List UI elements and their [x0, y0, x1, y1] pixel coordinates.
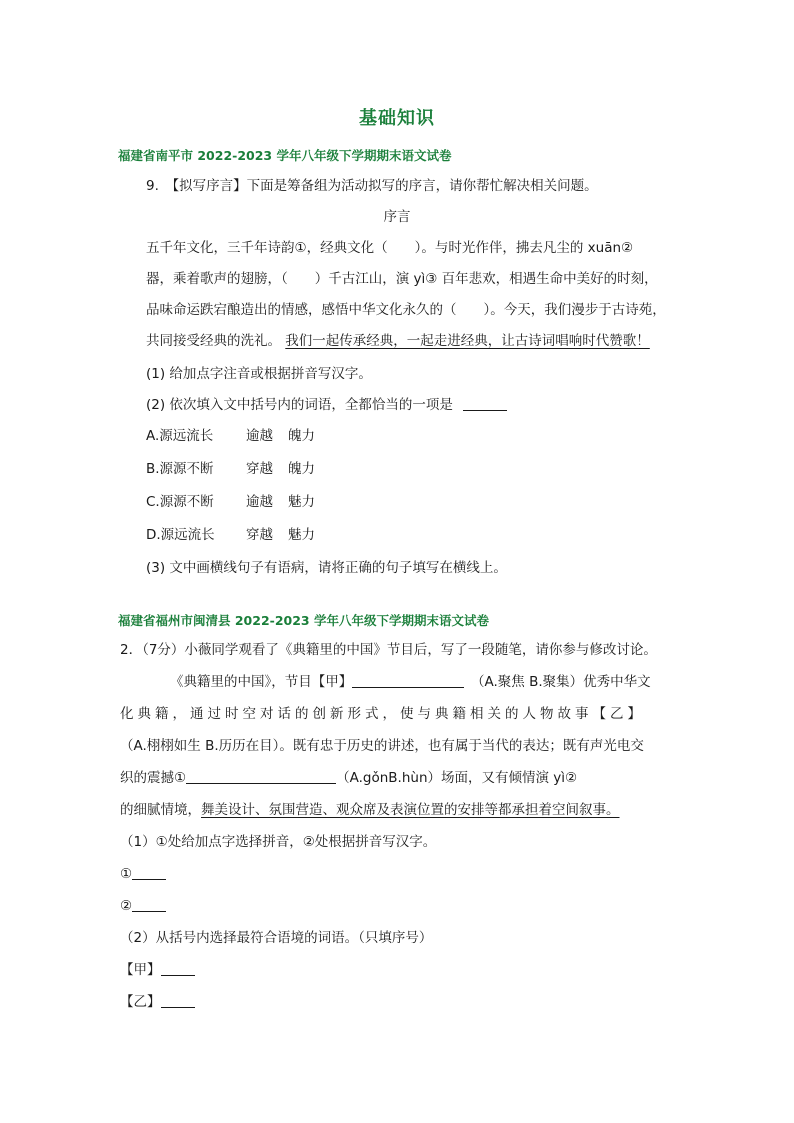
- answer-2-label: ②: [120, 898, 133, 914]
- q2-answer-jia: [120, 960, 195, 980]
- answer-1-blank[interactable]: [132, 865, 166, 880]
- question-2: 2．（7分）小薇同学观看了《典籍里的中国》节目后，写了一段随笔，请你参与修改讨论。: [120, 642, 657, 658]
- subquestion-3: (3) 文中画横线句子有语病，请将正确的句子填写在横线上。: [146, 560, 507, 576]
- q2-answer-yi: [120, 992, 195, 1012]
- essay-line-1a: 《典籍里的中国》，节目【甲】: [170, 674, 353, 690]
- option-c-word1: C.源源不断: [146, 494, 214, 510]
- subquestion-2: [146, 395, 507, 415]
- option-a-word1: A.源远流长: [146, 428, 214, 444]
- page-title: 基础知识: [359, 108, 435, 129]
- answer-jia-label: 【甲】: [120, 962, 161, 978]
- essay-line-1: [170, 672, 651, 692]
- preface-line-2: 器，乘着歌声的翅膀，（ ）千古江山，演 yì③ 百年悲欢，相遇生命中美好的时刻，: [146, 271, 658, 287]
- option-d: [146, 525, 315, 545]
- answer-yi-blank[interactable]: [161, 993, 195, 1008]
- preface-line-4: [146, 331, 650, 351]
- option-d-word1: D.源远流长: [146, 527, 215, 543]
- essay-line-5a: 的细腻情境，: [120, 802, 201, 818]
- option-b: [146, 459, 315, 479]
- essay-line-1b: （A.聚焦 B.聚集）优秀中华文: [477, 674, 651, 690]
- preface-plain: 共同接受经典的洗礼。: [146, 333, 281, 349]
- preface-faulty-sentence: 我们一起传承经典，一起走进经典，让古诗词唱响时代赞歌！: [285, 333, 650, 349]
- essay-line-4b: （A.gǒnB.hùn）场面，又有倾情演 yì②: [336, 770, 578, 786]
- preface-title: 序言: [383, 209, 411, 225]
- essay-line-5: [120, 800, 620, 820]
- source-heading-1: 福建省南平市 2022-2023 学年八年级下学期期末语文试卷: [118, 148, 452, 163]
- q2-subquestion-1: （1）①处给加点字选择拼音，②处根据拼音写汉字。: [120, 834, 437, 850]
- blank-1[interactable]: [186, 769, 336, 784]
- essay-line-2: 化典籍，通过时空对话的创新形式，使与典籍相关的人物故事【乙】: [120, 706, 645, 722]
- q2-subquestion-2: （2）从括号内选择最符合语境的词语。（只填序号）: [120, 930, 433, 946]
- answer-blank[interactable]: [463, 396, 507, 411]
- answer-1-label: ①: [120, 866, 133, 882]
- preface-line-1: 五千年文化，三千年诗韵①，经典文化（ ）。与时光作伴，拂去凡尘的 xuān②: [146, 240, 634, 256]
- answer-yi-label: 【乙】: [120, 994, 161, 1010]
- option-a: [146, 426, 315, 446]
- preface-line-3: 品味命运跌宕酿造出的情感，感悟中华文化永久的（ ）。今天，我们漫步于古诗苑，: [146, 302, 666, 318]
- option-b-word1: B.源源不断: [146, 461, 214, 477]
- blank-jia[interactable]: [352, 673, 464, 688]
- subquestion-1: (1) 给加点字注音或根据拼音写汉字。: [146, 366, 372, 382]
- answer-2-blank[interactable]: [132, 897, 166, 912]
- source-heading-2: 福建省福州市闽清县 2022-2023 学年八年级下学期期末语文试卷: [118, 613, 489, 628]
- q2-answer-2: [120, 896, 166, 916]
- answer-jia-blank[interactable]: [161, 961, 195, 976]
- essay-line-4a: 织的震撼①: [120, 770, 187, 786]
- essay-line-4: [120, 768, 577, 788]
- q2-answer-1: [120, 864, 166, 884]
- option-d-word3: 魅力: [288, 527, 315, 543]
- essay-faulty-sentence: 舞美设计、氛围营造、观众席及表演位置的安排等都承担着空间叙事。: [201, 802, 620, 818]
- option-b-word2: 穿越: [246, 461, 273, 477]
- option-c: [146, 492, 315, 512]
- option-c-word2: 逾越: [246, 494, 273, 510]
- essay-line-3: （A.栩栩如生 B.历历在目）。既有忠于历史的讲述，也有属于当代的表达；既有声光电交: [120, 738, 644, 754]
- question-9: 9. 【拟写序言】下面是筹备组为活动拟写的序言，请你帮忙解决相关问题。: [146, 178, 598, 194]
- option-b-word3: 魄力: [288, 461, 315, 477]
- subquestion-2-text: (2) 依次填入文中括号内的词语，全都恰当的一项是: [146, 397, 453, 413]
- option-a-word3: 魄力: [288, 428, 315, 444]
- option-a-word2: 逾越: [246, 428, 273, 444]
- option-d-word2: 穿越: [246, 527, 273, 543]
- option-c-word3: 魅力: [288, 494, 315, 510]
